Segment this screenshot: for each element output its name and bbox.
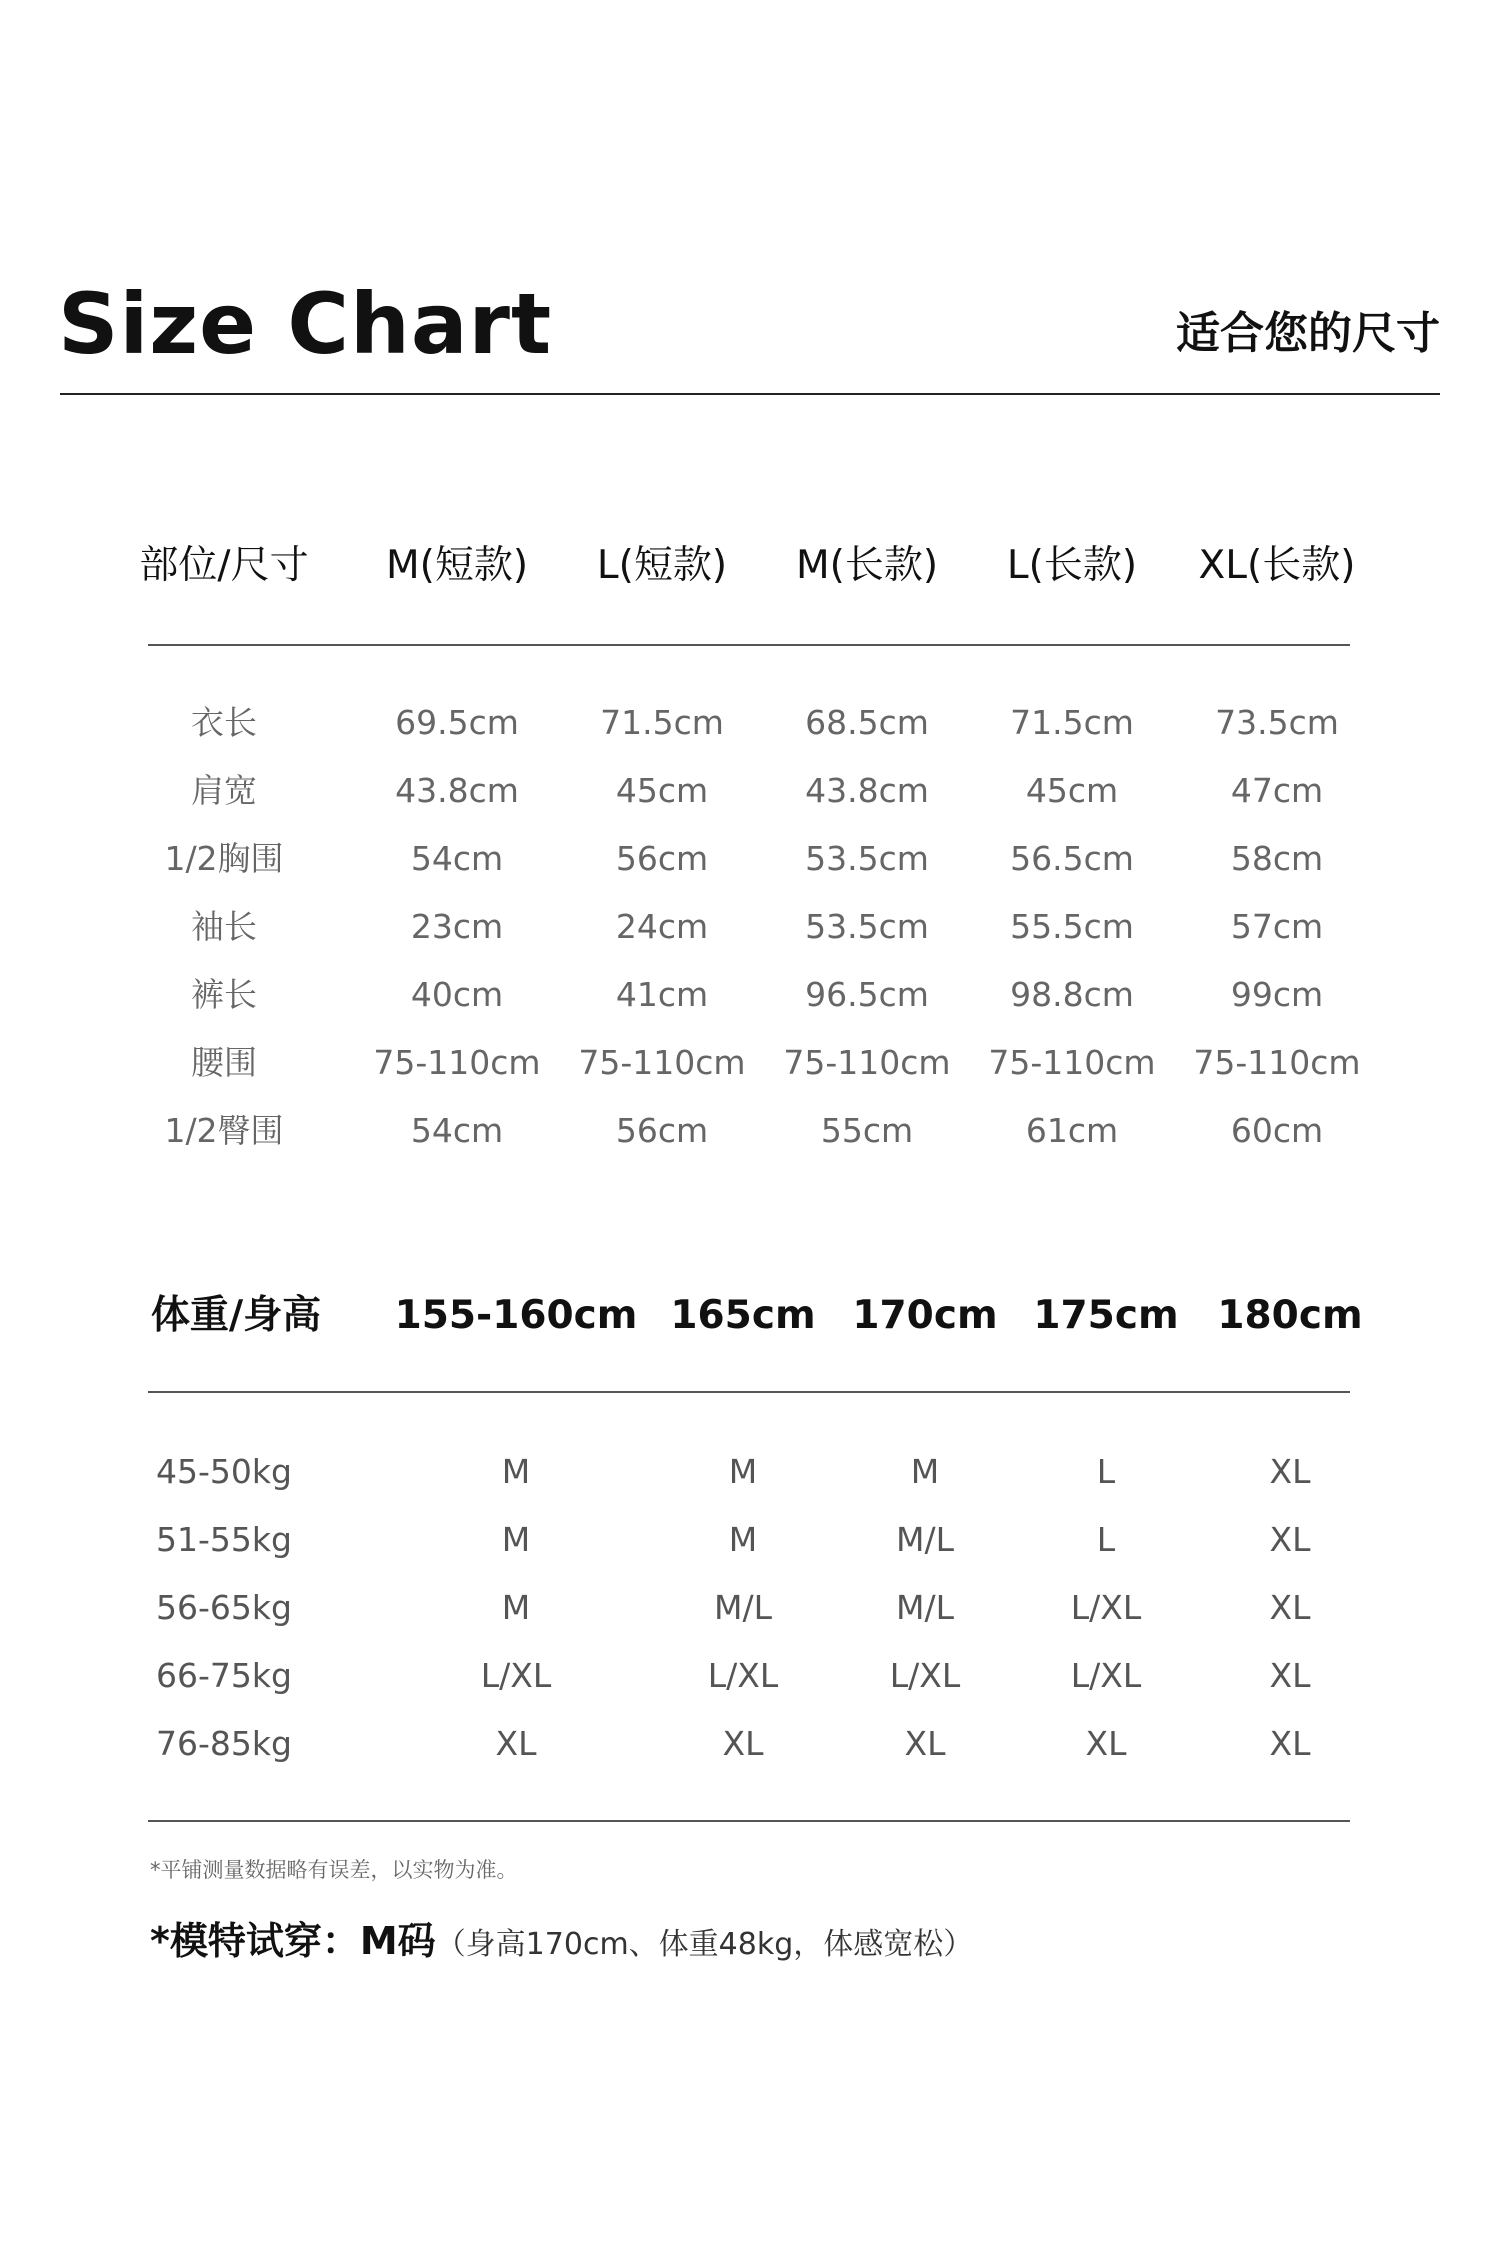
- disclaimer-note: *平铺测量数据略有误差，以实物为准。: [150, 1858, 518, 1882]
- measurement-value-cell: 68.5cm: [805, 703, 929, 742]
- recommended-size-cell: L/XL: [1070, 1656, 1142, 1695]
- measurement-value-cell: 55.5cm: [1010, 907, 1134, 946]
- recommended-size-cell: M/L: [896, 1588, 954, 1627]
- model-note: [150, 1919, 974, 1963]
- recommended-size-cell: M/L: [896, 1520, 954, 1559]
- measurement-value-cell: 54cm: [410, 839, 504, 878]
- measurement-value-cell: 71.5cm: [1010, 703, 1134, 742]
- measurement-part-label: 衣长: [191, 703, 257, 742]
- measurement-value-cell: 75-110cm: [783, 1043, 951, 1082]
- measurements-header-cell: L(长款): [1006, 543, 1138, 588]
- measurement-part-label: 裤长: [191, 975, 257, 1014]
- recommendation-header-cell: 170cm: [852, 1293, 998, 1338]
- model-note-label: *模特试穿：M码: [150, 1919, 436, 1963]
- recommendation-header-cell: 155-160cm: [394, 1293, 638, 1338]
- recommended-size-cell: XL: [1269, 1724, 1311, 1763]
- weight-range-label: 45-50kg: [156, 1452, 292, 1491]
- recommendation-header-cell: 体重/身高: [150, 1293, 322, 1338]
- measurement-part-label: 袖长: [191, 907, 257, 946]
- measurement-value-cell: 96.5cm: [805, 975, 929, 1014]
- measurement-value-cell: 53.5cm: [805, 839, 929, 878]
- measurements-header-cell: M(长款): [795, 543, 939, 588]
- recommended-size-cell: XL: [495, 1724, 537, 1763]
- recommended-size-cell: L/XL: [480, 1656, 552, 1695]
- recommended-size-cell: XL: [1269, 1520, 1311, 1559]
- measurement-value-cell: 56.5cm: [1010, 839, 1134, 878]
- measurement-value-cell: 75-110cm: [373, 1043, 541, 1082]
- measurement-value-cell: 47cm: [1230, 771, 1324, 810]
- recommended-size-cell: XL: [722, 1724, 764, 1763]
- recommended-size-cell: M: [501, 1452, 531, 1491]
- recommended-size-cell: XL: [1085, 1724, 1127, 1763]
- measurements-header-cell: 部位/尺寸: [139, 543, 309, 588]
- recommendation-header-cell: 175cm: [1033, 1293, 1179, 1338]
- measurement-value-cell: 69.5cm: [395, 703, 519, 742]
- measurement-value-cell: 75-110cm: [578, 1043, 746, 1082]
- measurement-value-cell: 75-110cm: [1193, 1043, 1361, 1082]
- weight-range-label: 66-75kg: [156, 1656, 292, 1695]
- measurement-value-cell: 43.8cm: [395, 771, 519, 810]
- recommended-size-cell: L: [1096, 1452, 1116, 1491]
- recommended-size-cell: M: [501, 1588, 531, 1627]
- measurement-value-cell: 75-110cm: [988, 1043, 1156, 1082]
- recommendation-bottom-divider: [148, 1820, 1350, 1822]
- measurement-value-cell: 43.8cm: [805, 771, 929, 810]
- measurement-value-cell: 45cm: [615, 771, 709, 810]
- measurement-value-cell: 54cm: [410, 1111, 504, 1150]
- recommended-size-cell: XL: [1269, 1452, 1311, 1491]
- recommended-size-cell: M: [910, 1452, 940, 1491]
- measurement-value-cell: 73.5cm: [1215, 703, 1339, 742]
- measurements-header-cell: L(短款): [596, 543, 728, 588]
- measurement-part-label: 肩宽: [191, 771, 257, 810]
- measurement-value-cell: 57cm: [1230, 907, 1324, 946]
- page-subtitle: 适合您的尺寸: [1176, 308, 1440, 359]
- measurement-value-cell: 55cm: [820, 1111, 914, 1150]
- measurement-value-cell: 56cm: [615, 1111, 709, 1150]
- recommended-size-cell: XL: [1269, 1588, 1311, 1627]
- measurement-value-cell: 45cm: [1025, 771, 1119, 810]
- measurement-part-label: 1/2胸围: [164, 839, 284, 878]
- recommendation-header-cell: 165cm: [670, 1293, 816, 1338]
- measurement-value-cell: 98.8cm: [1010, 975, 1134, 1014]
- recommended-size-cell: XL: [904, 1724, 946, 1763]
- measurement-value-cell: 40cm: [410, 975, 504, 1014]
- measurement-value-cell: 61cm: [1025, 1111, 1119, 1150]
- measurement-value-cell: 99cm: [1230, 975, 1324, 1014]
- recommended-size-cell: XL: [1269, 1656, 1311, 1695]
- recommended-size-cell: L/XL: [707, 1656, 779, 1695]
- measurement-value-cell: 56cm: [615, 839, 709, 878]
- measurement-value-cell: 53.5cm: [805, 907, 929, 946]
- measurements-header-cell: XL(长款): [1198, 543, 1356, 588]
- measurements-header-cell: M(短款): [385, 543, 529, 588]
- weight-range-label: 76-85kg: [156, 1724, 292, 1763]
- measurement-value-cell: 58cm: [1230, 839, 1324, 878]
- recommended-size-cell: M: [501, 1520, 531, 1559]
- recommended-size-cell: L/XL: [1070, 1588, 1142, 1627]
- measurements-header-divider: [148, 644, 1350, 646]
- weight-range-label: 51-55kg: [156, 1520, 292, 1559]
- recommended-size-cell: M/L: [714, 1588, 772, 1627]
- measurement-value-cell: 71.5cm: [600, 703, 724, 742]
- model-note-detail: （身高170cm、体重48kg，体感宽松）: [435, 1927, 974, 1962]
- recommendation-header-divider: [148, 1391, 1350, 1393]
- weight-range-label: 56-65kg: [156, 1588, 292, 1627]
- recommended-size-cell: L/XL: [889, 1656, 961, 1695]
- measurement-value-cell: 41cm: [615, 975, 709, 1014]
- recommended-size-cell: M: [728, 1520, 758, 1559]
- recommended-size-cell: M: [728, 1452, 758, 1491]
- measurement-part-label: 腰围: [191, 1043, 257, 1082]
- header-divider: [60, 393, 1440, 395]
- recommended-size-cell: L: [1096, 1520, 1116, 1559]
- measurement-value-cell: 24cm: [615, 907, 709, 946]
- measurement-value-cell: 60cm: [1230, 1111, 1324, 1150]
- measurement-value-cell: 23cm: [410, 907, 504, 946]
- page-title: Size Chart: [58, 275, 553, 373]
- recommendation-header-cell: 180cm: [1217, 1293, 1363, 1338]
- measurement-part-label: 1/2臀围: [164, 1111, 284, 1150]
